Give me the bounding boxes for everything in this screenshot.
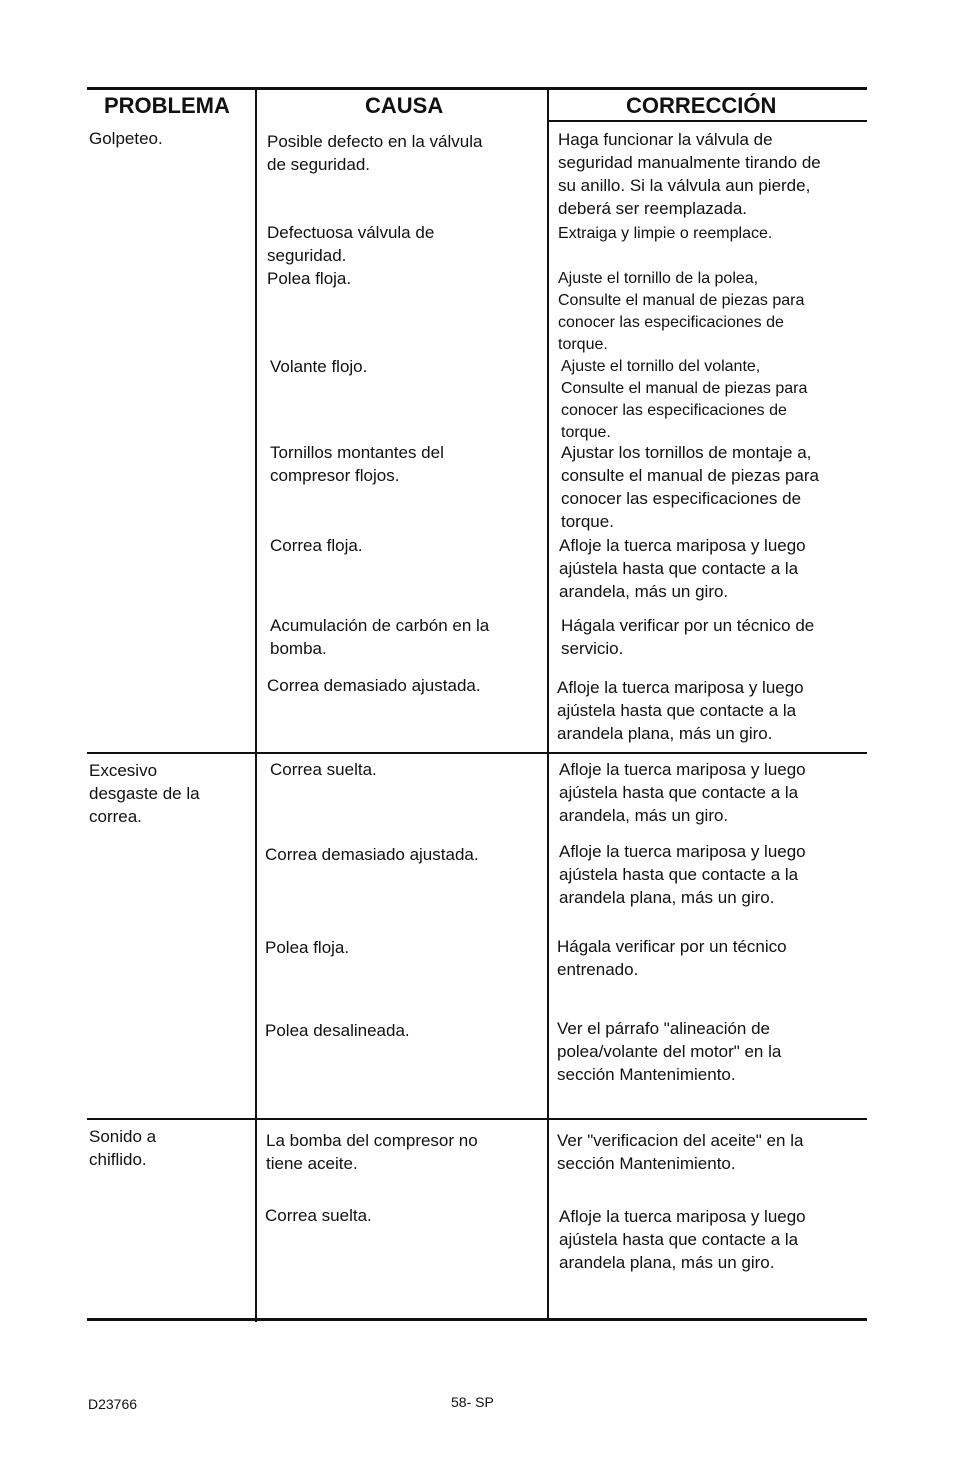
cause-text: Correa demasiado ajustada.: [265, 845, 479, 864]
correction-text: Hágala verificar por un técnico entrenado.: [557, 937, 787, 979]
problem-text: Excesivo desgaste de la correa.: [89, 761, 200, 826]
document-number: D23766: [88, 1396, 138, 1412]
cause-text: Correa suelta.: [270, 760, 377, 779]
cause-text: Volante flojo.: [270, 357, 368, 376]
cause-text: Posible defecto en la válvula de seguridad.: [267, 132, 483, 174]
problem-text: Sonido a chiflido.: [89, 1127, 157, 1169]
page-number: 58- SP: [451, 1394, 494, 1410]
problem-text: Golpeteo.: [89, 129, 163, 148]
cause-text: Acumulación de carbón en la bomba.: [270, 616, 490, 658]
cause-text: Defectuosa válvula de seguridad.: [267, 223, 435, 265]
section-divider-1: [87, 752, 867, 754]
column-divider-2: [547, 89, 549, 1320]
cause-text: Polea floja.: [267, 269, 352, 288]
correction-text: Ajustar los tornillos de montaje a, consulte el manual de piezas para conocer las especificaciones de torque.: [561, 443, 819, 531]
section-divider-2: [87, 1118, 867, 1120]
correction-text: Ajuste el tornillo del volante, Consulte el manual de piezas para conocer las especificaciones de torque.: [561, 358, 808, 441]
header-problema: PROBLEMA: [104, 93, 230, 118]
correction-text: Ver el párrafo "alineación de polea/volante del motor" en la sección Mantenimiento.: [557, 1019, 782, 1084]
cause-text: La bomba del compresor no tiene aceite.: [266, 1131, 478, 1173]
cause-text: Correa floja.: [270, 536, 363, 555]
correction-text: Extraiga y limpie o reemplace.: [558, 225, 773, 242]
correction-text: Haga funcionar la válvula de seguridad manualmente tirando de su anillo. Si la válvula aun pierde, deberá ser reemplazada.: [558, 130, 821, 218]
column-divider-1: [255, 89, 257, 1322]
table-top-rule: [87, 87, 867, 90]
cause-text: Correa demasiado ajustada.: [267, 676, 481, 695]
correction-text: Afloje la tuerca mariposa y luego ajústela hasta que contacte a la arandela, más un giro.: [559, 760, 806, 825]
table-bottom-rule: [87, 1318, 867, 1321]
header-causa: CAUSA: [365, 93, 444, 118]
correction-text: Afloje la tuerca mariposa y luego ajústela hasta que contacte a la arandela plana, más un giro.: [559, 842, 806, 907]
cause-text: Polea desalineada.: [265, 1021, 410, 1040]
header-correccion: CORRECCIÓN: [626, 93, 777, 118]
correction-text: Ajuste el tornillo de la polea, Consulte el manual de piezas para conocer las especificaciones de torque.: [558, 270, 805, 353]
cause-text: Tornillos montantes del compresor flojos.: [270, 443, 444, 485]
correction-text: Hágala verificar por un técnico de servicio.: [561, 616, 815, 658]
cause-text: Polea floja.: [265, 938, 350, 957]
correction-text: Afloje la tuerca mariposa y luego ajústela hasta que contacte a la arandela plana, más un giro.: [559, 1207, 806, 1272]
header-bottom-rule: [548, 120, 867, 122]
correction-text: Afloje la tuerca mariposa y luego ajústela hasta que contacte a la arandela plana, más un giro.: [557, 678, 804, 743]
correction-text: Afloje la tuerca mariposa y luego ajústela hasta que contacte a la arandela, más un giro.: [559, 536, 806, 601]
correction-text: Ver "verificacion del aceite" en la sección Mantenimiento.: [557, 1131, 804, 1173]
cause-text: Correa suelta.: [265, 1206, 372, 1225]
